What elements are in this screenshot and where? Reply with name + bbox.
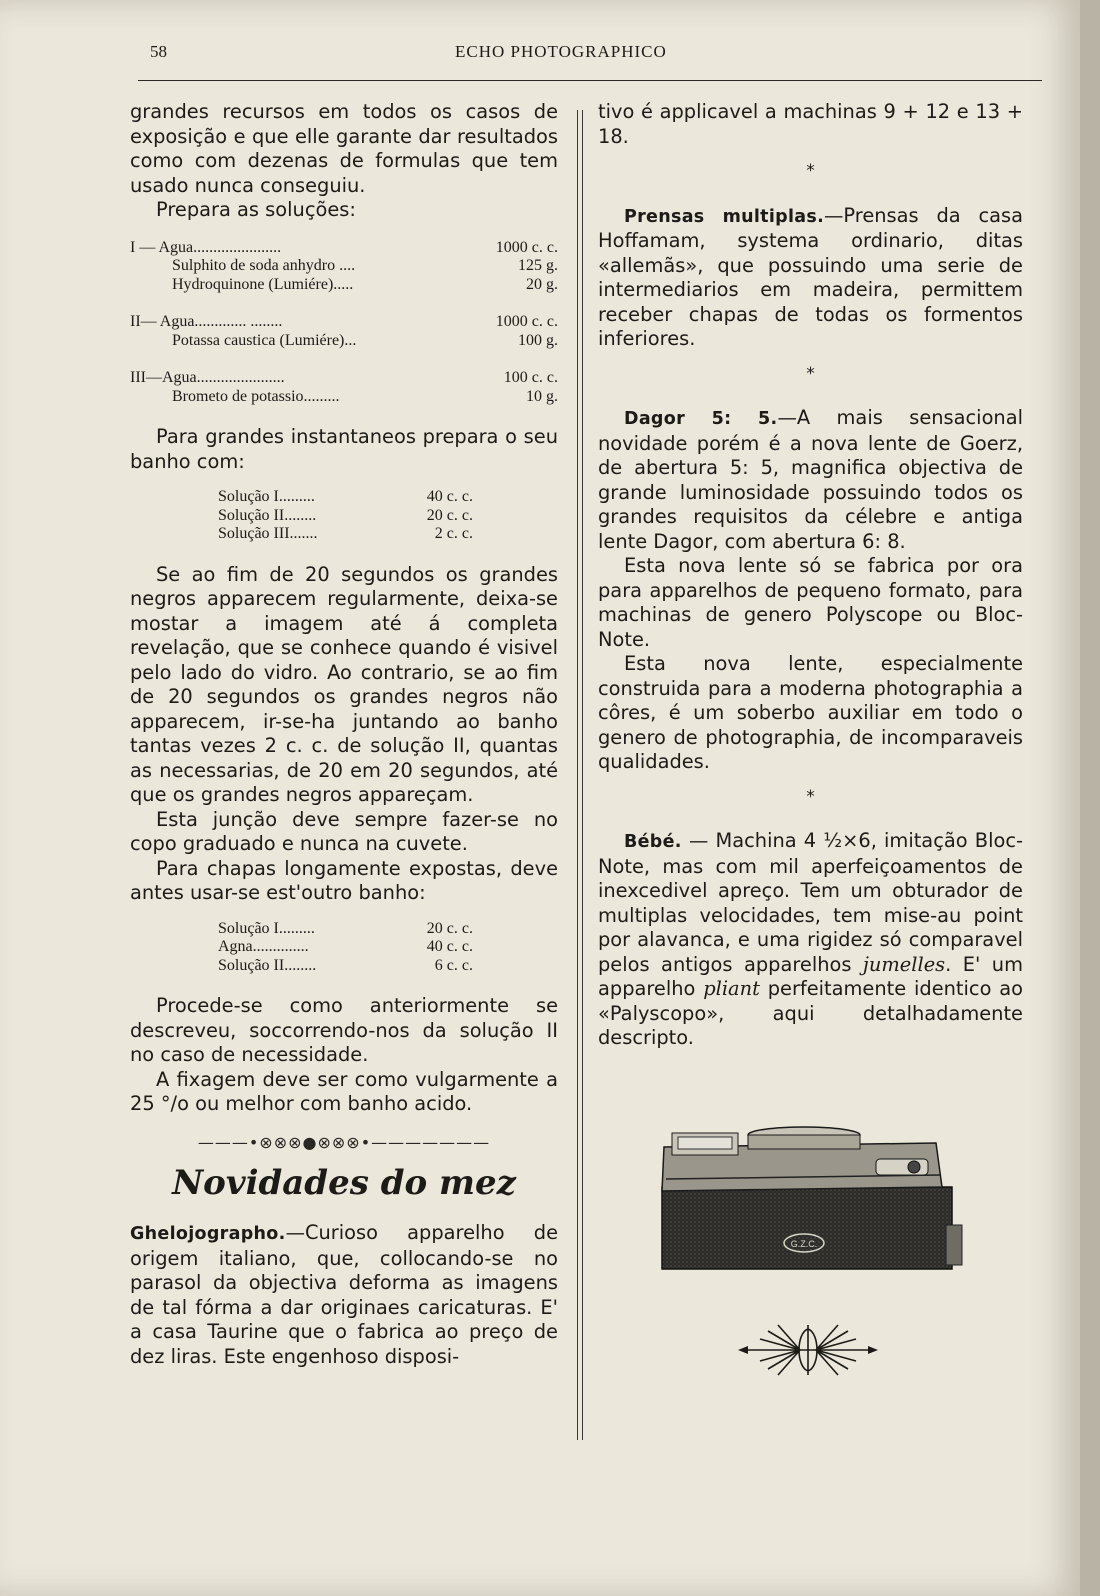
ingredient-name: Solução II........ <box>218 956 317 974</box>
item-term: Prensas multiplas. <box>624 206 825 227</box>
table-row <box>218 525 473 544</box>
ingredient-quantity: 20 c. c. <box>426 919 473 937</box>
item-text: . E' um apparelho <box>598 952 1023 1000</box>
table-row <box>130 257 558 276</box>
ingredient-name: Brometo de potassio......... <box>172 387 340 405</box>
ingredient-name: III—Agua...................... <box>130 369 285 386</box>
mix-table-expostas <box>218 920 473 976</box>
item-text: —A mais sensacional novidade porém é a nova lente de Goerz, de abertura 5: 5, magnifica objectiva de grande luminosidade possuindo todos os grandes requisitos da célebre e antiga lente Dagor, com abertura 6: 8. <box>598 406 1023 553</box>
divider-ornament: ———•⊗⊗⊗●⊗⊗⊗•——————— <box>197 1132 491 1152</box>
column-divider <box>577 110 578 1440</box>
left-column <box>130 100 558 1369</box>
ingredient-quantity: 20 c. c. <box>426 506 473 524</box>
table-row <box>130 369 558 388</box>
ingredient-name: Agna.............. <box>218 938 309 955</box>
mix-table-instantaneos <box>218 488 473 544</box>
ingredient-quantity: 6 c. c. <box>434 956 473 974</box>
ingredient-quantity: 1000 c. c. <box>495 238 558 256</box>
section-title: Novidades do mez <box>172 1163 516 1203</box>
paragraph: Se ao fim de 20 segundos os grandes negros apparecem regularmente, deixa-se mostar a imagem até á completa revelação, que se conhece quando é visivel pelo lado do vidro. Ao contrario, se ao fim de 20 segundos os grandes negros não apparecem, ir-se-ha juntando ao banho tantas vezes 2 c. c. de solução II, quantas as necessarias, de 20 em 20 segundos, até que os grandes negros appareçam. <box>130 562 558 806</box>
asterism: * <box>806 161 815 181</box>
ingredient-name: Sulphito de soda anhydro .... <box>172 257 356 274</box>
ingredient-name: Potassa caustica (Lumiére)... <box>172 331 357 349</box>
item-term: Bébé. <box>624 832 682 852</box>
item-text: perfeitamente identico ao «Palyscopo», aqui detalhadamente descripto. <box>598 977 1023 1049</box>
italic-term: pliant <box>703 977 760 1000</box>
paragraph: Para chapas longamente expostas, deve antes usar-se est'outro banho: <box>130 856 558 904</box>
item-term: Ghelojographo. <box>130 1224 286 1244</box>
column-divider-double <box>582 110 583 1440</box>
asterism: * <box>806 786 815 807</box>
item-text: —Curioso apparelho de origem italiano, que, collocando-se no parasol da objectiva deforma as imagens de tal fórma a dar originaes caricaturas. E' a casa Taurine que o fabrica ao preço de dez liras. Este engenhoso disposi- <box>130 1221 558 1368</box>
camera-illustration <box>654 1125 968 1275</box>
table-row <box>130 276 558 295</box>
paragraph: Para grandes instantaneos prepara o seu banho com: <box>130 425 558 473</box>
ingredient-name: Solução II........ <box>218 506 317 524</box>
page-header <box>150 42 1022 66</box>
table-row <box>218 920 473 939</box>
ingredient-quantity: 100 c. c. <box>503 369 558 386</box>
item-text: —Prensas da casa Hoffamam, systema ordinario, ditas «allemãs», que possuindo uma serie de intermediarios em madeira, permittem receber chapas de todas os formentos inferiores. <box>598 203 1023 350</box>
table-row <box>218 507 473 526</box>
recipe-solution-1 <box>130 239 558 295</box>
ingredient-quantity: 40 c. c. <box>426 488 473 505</box>
table-row <box>130 388 558 407</box>
recipe-solution-2 <box>130 313 558 350</box>
asterism: * <box>806 363 815 384</box>
paragraph: Esta junção deve sempre fazer-se no copo graduado e nunca na cuvete. <box>130 807 558 855</box>
table-row <box>218 938 473 957</box>
ingredient-quantity: 2 c. c. <box>434 525 473 542</box>
ingredient-quantity: 125 g. <box>518 257 558 274</box>
recipe-solution-3 <box>130 369 558 406</box>
ingredient-name: II— Agua............. ........ <box>130 313 283 330</box>
floral-ornament <box>738 1321 878 1379</box>
camera-badge: G.Z.C. <box>790 1238 818 1249</box>
table-row <box>218 957 473 976</box>
table-row <box>130 239 558 258</box>
paragraph: A fixagem deve ser como vulgarmente a 25 °/o ou melhor com banho acido. <box>130 1067 558 1115</box>
ingredient-name: Solução I......... <box>218 488 315 505</box>
ingredient-name: Solução III....... <box>218 525 318 542</box>
ingredient-name: I — Agua...................... <box>130 238 282 256</box>
running-title: ECHO PHOTOGRAPHICO <box>455 42 667 61</box>
item-text: — Machina 4 ½×6, imitação Bloc-Note, mas com mil aperfeiçoamentos de inexcedivel apreço. Tem um obturador de multiplas velocidades, tem mise-au point por alavanca, e uma rigidez só comparavel pelos antigos apparelhos <box>598 829 1023 976</box>
item-term: Dagor 5: 5. <box>624 409 778 429</box>
right-column <box>598 100 1023 1386</box>
ingredient-quantity: 40 c. c. <box>426 938 473 955</box>
ingredient-quantity: 20 g. <box>526 275 558 293</box>
italic-term: jumelles <box>862 952 946 976</box>
paragraph: Esta nova lente só se fabrica por ora para apparelhos de pequeno formato, para machinas de genero Polyscope ou Bloc-Note. <box>598 554 1023 651</box>
table-row <box>218 488 473 507</box>
paragraph: Procede-se como anteriormente se descreveu, soccorrendo-nos da solução II no caso de necessidade. <box>130 994 558 1066</box>
paragraph: Esta nova lente, especialmente construida para a moderna photographia a côres, é um soberbo auxiliar em todo o genero de photographia, de incomparaveis qualidades. <box>598 652 1023 773</box>
table-row <box>130 313 558 332</box>
paragraph: grandes recursos em todos os casos de exposição e que elle garante dar resultados como com dezenas de formulas que tem usado nunca conseguiu. <box>130 100 558 197</box>
ingredient-quantity: 10 g. <box>526 387 558 405</box>
table-row <box>130 332 558 351</box>
ingredient-name: Solução I......... <box>218 919 315 937</box>
paragraph: tivo é applicavel a machinas 9 + 12 e 13 + 18. <box>598 100 1023 148</box>
paragraph: Prepara as soluções: <box>156 198 356 221</box>
ingredient-name: Hydroquinone (Lumiére)..... <box>172 275 354 293</box>
header-rule <box>138 80 1042 81</box>
page-number: 58 <box>150 42 167 61</box>
ingredient-quantity: 1000 c. c. <box>495 313 558 330</box>
ingredient-quantity: 100 g. <box>518 331 558 349</box>
